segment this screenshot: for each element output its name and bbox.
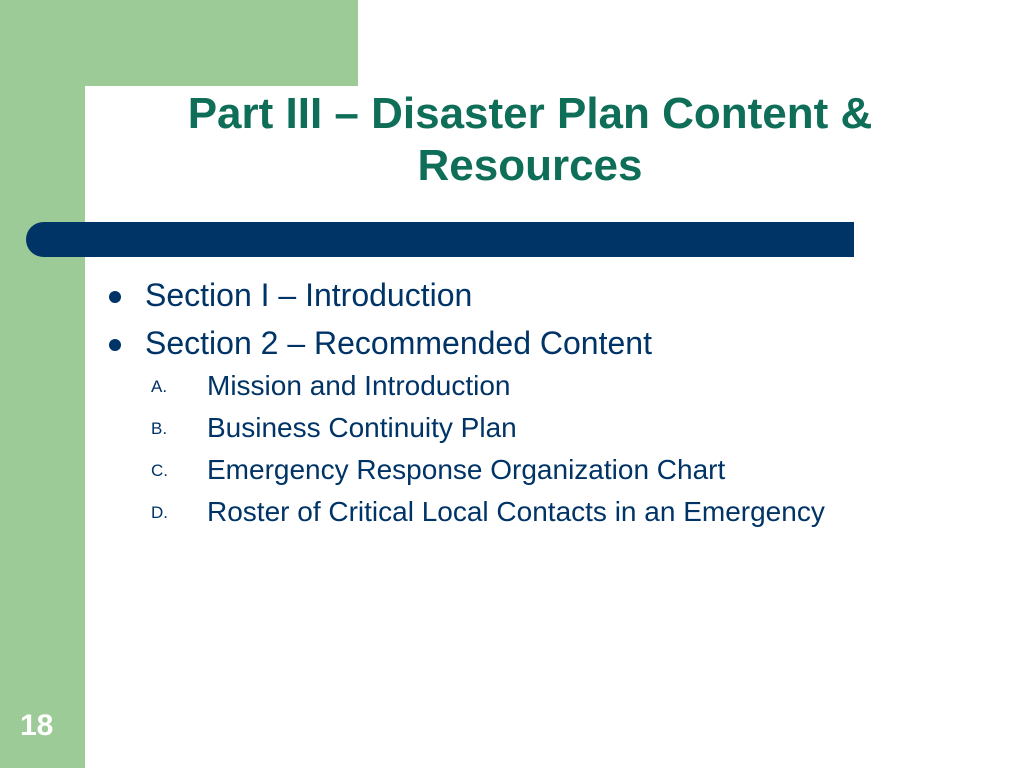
sub-item-marker: B. xyxy=(151,419,168,438)
sub-item-text: Roster of Critical Local Contacts in an Emergency xyxy=(207,496,825,527)
sub-item-marker: D. xyxy=(151,503,168,522)
top-accent-band xyxy=(0,0,358,86)
left-accent-band xyxy=(0,0,85,768)
sub-item-text: Emergency Response Organization Chart xyxy=(207,454,726,485)
sub-list xyxy=(105,368,965,530)
bullet-list xyxy=(105,272,965,530)
sub-item-a xyxy=(145,368,965,404)
slide-number: 18 xyxy=(20,709,54,742)
sub-item-text: Mission and Introduction xyxy=(207,370,511,401)
sub-item-text: Business Continuity Plan xyxy=(207,412,517,443)
slide-title-line-1: Part III – Disaster Plan Content & xyxy=(187,89,873,138)
bullet-text: Section 2 – Recommended Content xyxy=(145,325,652,361)
bullet-dot-icon xyxy=(109,339,121,351)
bullet-text: Section I – Introduction xyxy=(145,277,473,313)
slide-title xyxy=(100,88,960,192)
sub-item-b xyxy=(145,410,965,446)
title-divider-bar xyxy=(26,222,854,257)
sub-item-marker: A. xyxy=(151,377,168,396)
bullet-item-section-2 xyxy=(105,324,965,530)
sub-item-marker: C. xyxy=(151,461,168,480)
bullet-item-section-1 xyxy=(105,276,965,314)
bullet-dot-icon xyxy=(109,291,121,303)
sub-item-d xyxy=(145,494,867,530)
sub-item-c xyxy=(145,452,965,488)
slide-title-line-2: Resources xyxy=(417,141,643,190)
